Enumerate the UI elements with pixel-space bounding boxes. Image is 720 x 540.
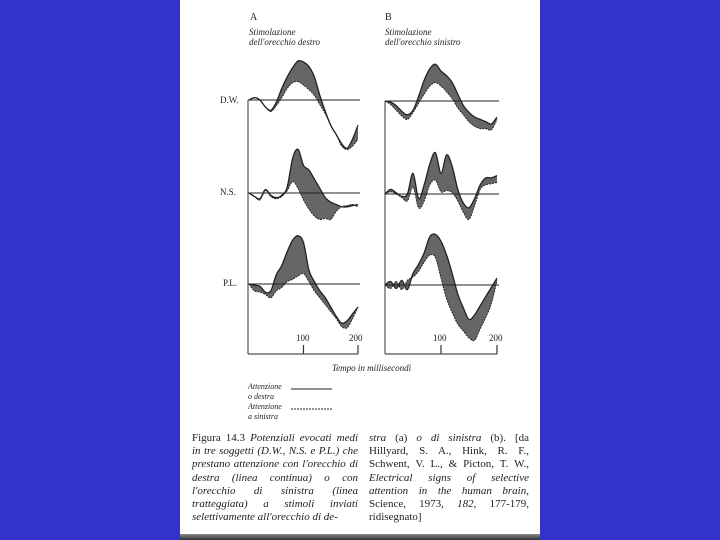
legend-dashed-line2: a sinistra (248, 412, 279, 421)
difference-area-a-dw (249, 61, 358, 150)
panel-a-title-line2: dell'orecchio destro (249, 37, 320, 47)
legend-solid-line1: Attenzione (248, 382, 282, 391)
panel-b-title-line1: Stimolazione (385, 27, 432, 37)
caption-figure-label: Figura 14.3 (192, 432, 246, 444)
caption-right-seg4: (b). [da Hillyard, S. A., Hink, R. F., Schwent, V. L., & Picton, T. W., (369, 432, 529, 471)
tick-label-b-200: 200 (489, 333, 503, 343)
tick-label-a-200: 200 (349, 333, 363, 343)
difference-area-a-pl (249, 236, 358, 329)
difference-area-a-ns (249, 149, 358, 220)
caption-right-article-title: Electrical signs of selective attention in the human brain (369, 471, 529, 497)
panel-b-title-line2: dell'orecchio sinistro (385, 37, 461, 47)
subject-label-ns: N.S. (220, 187, 237, 197)
caption-right-seg1: stra (369, 432, 387, 444)
caption-right-seg3: o di sinistra (416, 432, 482, 444)
panel-a-letter: A (250, 12, 258, 23)
panel-a-title-line1: Stimolazione (249, 27, 296, 37)
caption-right-seg2: (a) (386, 432, 417, 444)
caption-right-volume: 182 (457, 498, 474, 511)
tick-label-a-100: 100 (296, 333, 310, 343)
difference-area-b-pl (385, 234, 497, 341)
waveform-unattended-a-dw (249, 81, 358, 149)
difference-area-b-dw (385, 64, 497, 130)
x-axis-label: Tempo in millisecondi (332, 363, 412, 373)
subject-label-pl: P.L. (223, 278, 238, 288)
legend-dashed-line1: Attenzione (248, 402, 282, 411)
caption-right-seg8: , 177-179, ridisegnato] (369, 498, 529, 524)
waveform-unattended-a-pl (249, 273, 358, 328)
caption-right (369, 432, 529, 524)
tick-label-b-100: 100 (433, 333, 447, 343)
panel-b-letter: B (385, 12, 392, 23)
subject-label-dw: D.W. (220, 95, 239, 105)
legend-solid-line2: o destra (248, 392, 274, 401)
caption-left (192, 432, 358, 524)
caption-left-text: Potenziali evocati medi in tre soggetti (D.W., N.S. e P.L.) che prestano attenzione con l'orecchio di destra (linea continua) o con l'orecchio di sinistra (linea tratteggiata) a stimoli inviati selettivamente all'orecchio di de- (192, 432, 359, 524)
caption-right-seg6: , Science, 1973, (369, 484, 529, 511)
